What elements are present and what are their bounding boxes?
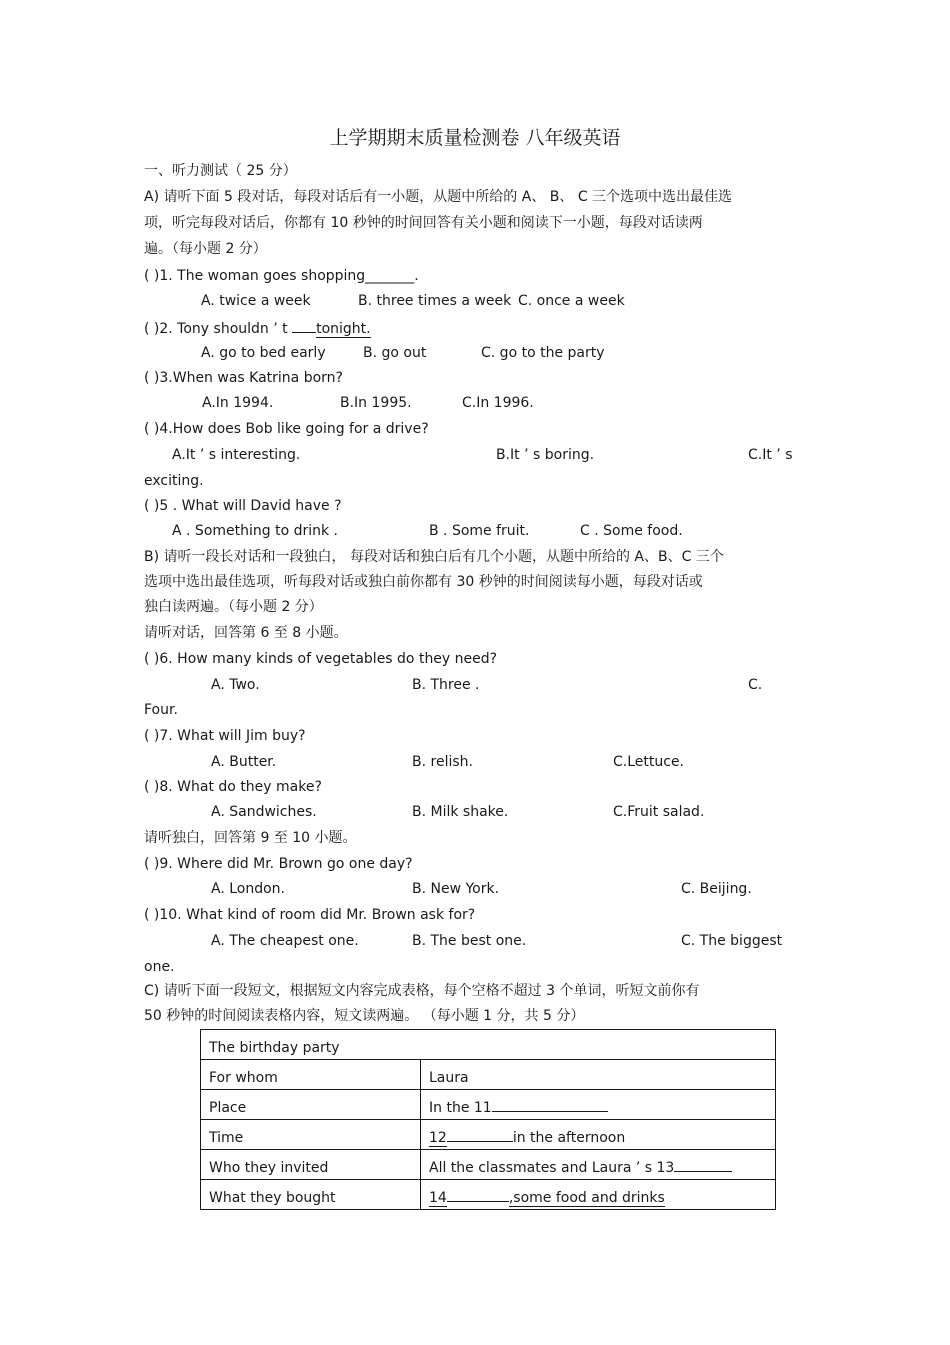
question-7-option-a: A. Butter. — [211, 754, 277, 770]
question-5-option-a: A . Something to drink . — [172, 523, 339, 539]
question-9-option-a: A. London. — [211, 881, 285, 897]
question-4-option-c: C.It ’ s — [748, 447, 793, 463]
row-label-time: Time — [201, 1120, 421, 1150]
question-1-option-c: C. once a week — [518, 293, 625, 309]
question-4-option-b: B.It ’ s boring. — [496, 447, 595, 463]
table-row — [201, 1060, 776, 1090]
table-title: The birthday party — [201, 1030, 776, 1060]
question-3-stem: ( )3.When was Katrina born? — [144, 370, 343, 386]
question-1-option-a: A. twice a week — [201, 293, 311, 309]
table-row — [201, 1180, 776, 1210]
row-value-for-whom: Laura — [421, 1060, 776, 1090]
row-value-place: In the 11 — [421, 1090, 776, 1120]
question-7-stem: ( )7. What will Jim buy? — [144, 728, 306, 744]
question-9-stem: ( )9. Where did Mr. Brown go one day? — [144, 856, 413, 872]
question-8-stem: ( )8. What do they make? — [144, 779, 322, 795]
question-4-stem: ( )4.How does Bob like going for a drive? — [144, 421, 429, 437]
question-7-option-b: B. relish. — [412, 754, 473, 770]
question-10-option-a: A. The cheapest one. — [211, 933, 359, 949]
part-c-intro-line-1: C) 请听下面一段短文，根据短文内容完成表格，每个空格不超过 3 个单词，听短文前你有 — [144, 983, 700, 999]
section-heading-listening: 一、听力测试（ 25 分） — [144, 163, 297, 179]
part-b-intro-line-3: 独白读两遍。（每小题 2 分） — [144, 599, 323, 615]
birthday-party-table — [200, 1029, 776, 1210]
question-1-blank: _______ — [365, 268, 415, 284]
part-b-intro-line-1: B) 请听一段长对话和一段独白， 每段对话和独白后有几个小题，从题中所给的 A、B、C 三个 — [144, 549, 724, 565]
table-row — [201, 1150, 776, 1180]
question-4-option-c-wrap: exciting. — [144, 473, 204, 489]
question-2-option-b: B. go out — [363, 345, 427, 361]
question-10-option-b: B. The best one. — [412, 933, 527, 949]
question-10-option-c-wrap: one. — [144, 959, 175, 975]
part-a-intro-line-1: A) 请听下面 5 段对话，每段对话后有一小题，从题中所给的 A、 B、 C 三个选项中选出最佳选 — [144, 189, 733, 205]
question-1-option-b: B. three times a week — [358, 293, 512, 309]
question-9-option-c: C. Beijing. — [681, 881, 752, 897]
dialog-instruction: 请听对话，回答第 6 至 8 小题。 — [144, 625, 348, 641]
question-2-option-a: A. go to bed early — [201, 345, 326, 361]
blank-12 — [447, 1127, 513, 1142]
question-10-stem: ( )10. What kind of room did Mr. Brown ask for? — [144, 907, 476, 923]
question-2-blank — [292, 318, 316, 333]
page-title: 上学期期末质量检测卷 八年级英语 — [329, 127, 621, 149]
question-6-option-c-wrap: Four. — [144, 702, 178, 718]
part-a-intro-line-3: 遍。（每小题 2 分） — [144, 241, 267, 257]
table-row — [201, 1120, 776, 1150]
question-8-option-b: B. Milk shake. — [412, 804, 509, 820]
question-6-stem: ( )6. How many kinds of vegetables do they need? — [144, 651, 498, 667]
row-label-for-whom: For whom — [201, 1060, 421, 1090]
monologue-instruction: 请听独白，回答第 9 至 10 小题。 — [144, 830, 357, 846]
part-c-intro-line-2: 50 秒钟的时间阅读表格内容，短文读两遍。 （每小题 1 分，共 5 分） — [144, 1008, 585, 1024]
part-b-intro-line-2: 选项中选出最佳选项，听每段对话或独白前你都有 30 秒钟的时间阅读每小题，每段对话或 — [144, 574, 703, 590]
row-value-who-invited: All the classmates and Laura ’ s 13 — [421, 1150, 776, 1180]
table-row — [201, 1090, 776, 1120]
table-header-row — [201, 1030, 776, 1060]
row-value-what-bought: 14 ,some food and drinks — [421, 1180, 776, 1210]
question-7-option-c: C.Lettuce. — [613, 754, 685, 770]
blank-11 — [492, 1097, 608, 1112]
question-10-option-c: C. The biggest — [681, 933, 783, 949]
question-4-option-a: A.It ’ s interesting. — [172, 447, 301, 463]
row-label-what-bought: What they bought — [201, 1180, 421, 1210]
question-3-option-a: A.In 1994. — [202, 395, 274, 411]
question-3-option-b: B.In 1995. — [340, 395, 412, 411]
blank-14 — [447, 1187, 509, 1202]
row-value-time: 12 in the afternoon — [421, 1120, 776, 1150]
question-5-stem: ( )5 . What will David have ? — [144, 498, 342, 514]
question-8-option-c: C.Fruit salad. — [613, 804, 705, 820]
question-2-stem: ( )2. Tony shouldn ’ t tonight. — [144, 318, 371, 338]
row-label-place: Place — [201, 1090, 421, 1120]
question-5-option-b: B . Some fruit. — [429, 523, 530, 539]
question-5-option-c: C . Some food. — [580, 523, 683, 539]
blank-13 — [674, 1157, 732, 1172]
question-1-stem: ( )1. The woman goes shopping_______. — [144, 268, 419, 284]
question-8-option-a: A. Sandwiches. — [211, 804, 317, 820]
part-a-intro-line-2: 项，听完每段对话后，你都有 10 秒钟的时间回答有关小题和阅读下一小题，每段对话读两 — [144, 215, 703, 231]
question-9-option-b: B. New York. — [412, 881, 500, 897]
question-3-option-c: C.In 1996. — [462, 395, 534, 411]
question-2-option-c: C. go to the party — [481, 345, 605, 361]
question-6-option-b: B. Three . — [412, 677, 480, 693]
question-6-option-a: A. Two. — [211, 677, 260, 693]
question-6-option-c: C. — [748, 677, 763, 693]
row-label-who-invited: Who they invited — [201, 1150, 421, 1180]
